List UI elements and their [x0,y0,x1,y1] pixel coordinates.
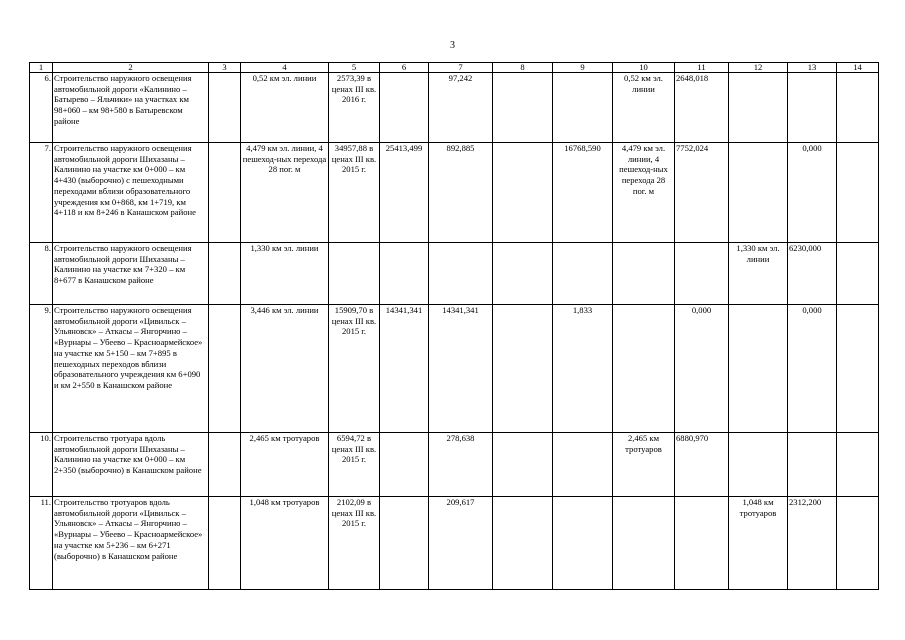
column-header: 11 [675,63,729,73]
table-cell: 97,242 [429,73,493,143]
column-header: 8 [493,63,553,73]
table-cell [209,433,241,497]
table-cell: 0,000 [675,305,729,433]
table-row [30,243,879,305]
column-header: 2 [53,63,209,73]
column-header: 12 [729,63,788,73]
table-cell: 2648,018 [675,73,729,143]
column-header: 4 [241,63,329,73]
table-cell: 14341,341 [380,305,429,433]
row-number: 7. [30,143,53,243]
capacity-cell: 2,465 км тротуаров [613,433,675,497]
table-cell [209,243,241,305]
table-cell [837,143,879,243]
table-cell: 7752,024 [675,143,729,243]
estimated-cost-cell: 34957,88 в ценах III кв. 2015 г. [329,143,380,243]
page-number: 3 [450,40,455,51]
table-cell [380,243,429,305]
object-description: Строительство наружного освещения автомобильной дороги «Калинино – Батырево – Яльчики» на участках км 98+060 – км 98+580 в Батыревском районе [53,73,209,143]
table-cell [553,433,613,497]
column-header: 5 [329,63,380,73]
column-header: 10 [613,63,675,73]
table-cell [380,73,429,143]
row-number: 10. [30,433,53,497]
table-cell [209,73,241,143]
column-header: 14 [837,63,879,73]
table-cell [837,73,879,143]
table-cell [493,433,553,497]
capacity-cell: 1,048 км тротуаров [241,497,329,590]
row-number: 11. [30,497,53,590]
table-cell [788,433,837,497]
table-row [30,433,879,497]
row-number: 6. [30,73,53,143]
column-header: 9 [553,63,613,73]
table-row [30,497,879,590]
estimated-cost-cell [329,243,380,305]
estimated-cost-cell: 2102,09 в ценах III кв. 2015 г. [329,497,380,590]
table-cell: 14341,341 [429,305,493,433]
table-row [30,305,879,433]
table-cell: 892,885 [429,143,493,243]
table-cell: 6880,970 [675,433,729,497]
table-cell [837,497,879,590]
table-row [30,143,879,243]
table-cell [553,73,613,143]
table-cell [553,497,613,590]
column-header: 1 [30,63,53,73]
capacity-cell [729,433,788,497]
capacity-cell [729,305,788,433]
capacity-cell [613,243,675,305]
header-row [30,63,879,73]
capacity-cell: 4,479 км эл. линии, 4 пешеход-ных перехода 28 пог. м [613,143,675,243]
estimated-cost-cell: 2573,39 в ценах III кв. 2016 г. [329,73,380,143]
capacity-cell: 2,465 км тротуаров [241,433,329,497]
estimated-cost-cell: 15909,70 в ценах III кв. 2015 г. [329,305,380,433]
table-cell [493,143,553,243]
table-cell [837,433,879,497]
capacity-cell [729,73,788,143]
table-cell [493,497,553,590]
row-number: 9. [30,305,53,433]
object-description: Строительство наружного освещения автомобильной дороги «Цивильск – Ульяновск» – Аткасы – Янгорчино – «Вурнары – Убеево – Красноармейское» на участке км 5+150 – км 7+895 в пешеходных переходов вблизи образовательного учреждения км 6+090 и км 2+550 в Канашском районе [53,305,209,433]
column-header: 13 [788,63,837,73]
column-header: 3 [209,63,241,73]
capacity-cell: 1,048 км тротуаров [729,497,788,590]
capacity-cell: 4,479 км эл. линии, 4 пешеход-ных перехода 28 пог. м [241,143,329,243]
table-row [30,73,879,143]
table-cell [837,305,879,433]
table-cell: 16768,590 [553,143,613,243]
table-cell [788,73,837,143]
table-cell: 0,000 [788,305,837,433]
table-cell [729,143,788,243]
object-description: Строительство наружного освещения автомобильной дороги Шихазаны – Калинино на участке км 7+320 – км 8+677 в Канашском районе [53,243,209,305]
table-cell [429,243,493,305]
table-cell: 0,000 [788,143,837,243]
program-table [29,62,879,590]
table-cell: 278,638 [429,433,493,497]
table-cell: 6230,000 [788,243,837,305]
capacity-cell [613,497,675,590]
table-cell [493,243,553,305]
table-cell [209,497,241,590]
table-cell [553,243,613,305]
table-cell [209,143,241,243]
table-cell [380,433,429,497]
capacity-cell: 0,52 км эл. линии [613,73,675,143]
row-number: 8. [30,243,53,305]
object-description: Строительство тротуаров вдоль автомобильной дороги «Цивильск – Ульяновск» – Аткасы – Янгорчино – «Вурнары – Убеево – Красноармейское» на участке км 5+236 – км 6+271 (выборочно) в Канашском районе [53,497,209,590]
estimated-cost-cell: 6594,72 в ценах III кв. 2015 г. [329,433,380,497]
table-cell [209,305,241,433]
capacity-cell: 1,330 км эл. линии [241,243,329,305]
column-header: 7 [429,63,493,73]
table-cell [493,73,553,143]
object-description: Строительство тротуара вдоль автомобильной дороги Шихазаны – Калинино на участке км 0+000 – км 2+350 (выборочно) в Канашском районе [53,433,209,497]
table-cell: 25413,499 [380,143,429,243]
table-cell [380,497,429,590]
table-cell: 2312,200 [788,497,837,590]
table-cell [837,243,879,305]
column-header: 6 [380,63,429,73]
table-cell [493,305,553,433]
capacity-cell: 1,330 км эл. линии [729,243,788,305]
table-cell: 209,617 [429,497,493,590]
table-cell [675,243,729,305]
capacity-cell [613,305,675,433]
table-cell [675,497,729,590]
capacity-cell: 3,446 км эл. линии [241,305,329,433]
capacity-cell: 0,52 км эл. линии [241,73,329,143]
object-description: Строительство наружного освещения автомобильной дороги Шихазаны – Калинино на участке км 0+000 – км 4+430 (выборочно) с пешеходными переходами вблизи образовательного учреждения км 0+868, км 1+719, км 4+118 и км 8+246 в Канашском районе [53,143,209,243]
table-cell: 1,833 [553,305,613,433]
